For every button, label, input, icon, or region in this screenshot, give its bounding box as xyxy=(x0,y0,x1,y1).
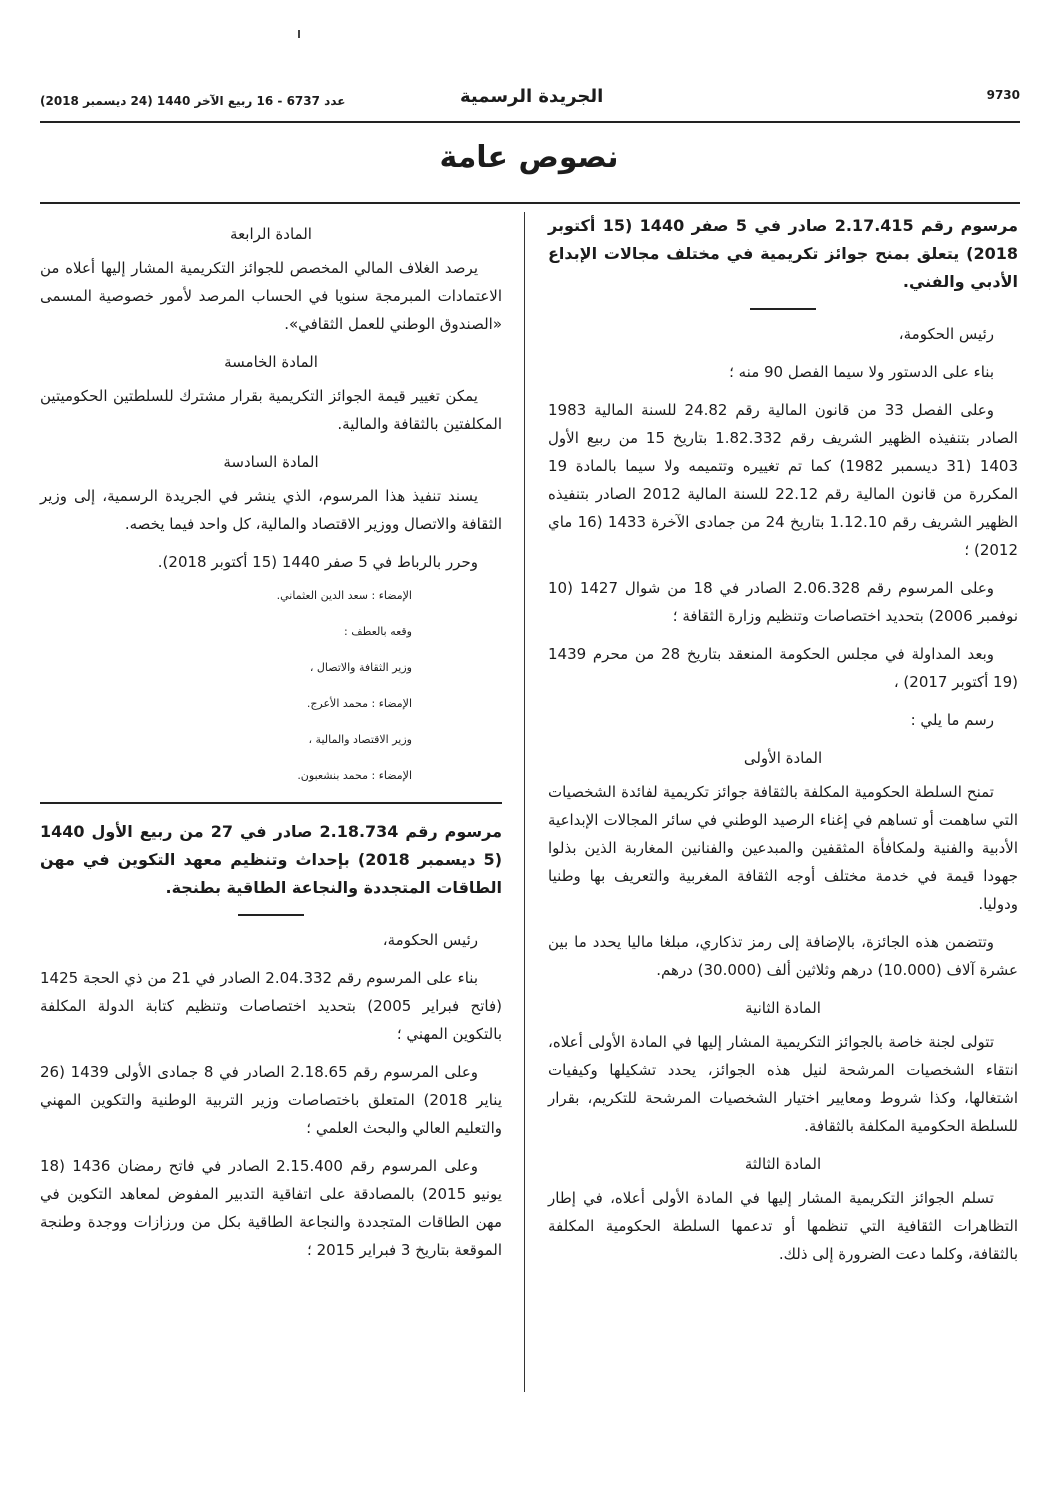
signature-line: الإمضاء : سعد الدين العثماني. xyxy=(276,589,412,602)
preamble-paragraph: وعلى المرسوم رقم 2.18.65 الصادر في 8 جمادى الأولى 1439 (26 يناير 2018) المتعلق باختصاصات وزير التربية الوطنية والتكوين المهني والتعليم العالي والبحث العلمي ؛ xyxy=(40,1063,502,1137)
article-heading: المادة الثالثة xyxy=(744,1155,822,1173)
preamble-paragraph: وبعد المداولة في مجلس الحكومة المنعقد بتاريخ 28 من محرم 1439 (19 أكتوبر 2017) ، xyxy=(548,645,1018,691)
preamble-paragraph: وعلى الفصل 33 من قانون المالية رقم 24.82 للسنة المالية 1983 الصادر بتنفيذه الظهير الشريف رقم 1.82.332 بتاريخ 15 من ربيع الأول 1403 (31 ديسمبر 1982) كما تم تغييره وتتميمه ولا سيما بالمادة 19 المكررة من قانون المالية رقم 22.12 للسنة المالية 2012 الصادر بتنفيذه الظهير الشريف رقم 1.12.10 بتاريخ 24 من جمادى الآخرة 1433 (16 ماي 2012) ؛ xyxy=(548,401,1019,559)
signature-line: الإمضاء : محمد بنشعبون. xyxy=(297,769,412,782)
article-paragraph: يمكن تغيير قيمة الجوائز التكريمية بقرار مشترك للسلطتين الحكوميتين المكلفتين بالثقافة والمالية. xyxy=(40,387,502,433)
article-heading: المادة الثانية xyxy=(745,999,821,1017)
article-heading: المادة السادسة xyxy=(223,453,319,471)
scan-mark xyxy=(298,30,300,38)
done-at-line: وحرر بالرباط في 5 صفر 1440 (15 أكتوبر 2018). xyxy=(157,553,478,571)
decrees-line: رسم ما يلي : xyxy=(910,711,994,729)
countersign-line: وقعه بالعطف : xyxy=(344,625,412,638)
minister-line: وزير الاقتصاد والمالية ، xyxy=(308,733,412,746)
title-rule xyxy=(238,914,304,916)
preamble-paragraph: بناء على الدستور ولا سيما الفصل 90 منه ؛ xyxy=(729,363,994,381)
header-rule xyxy=(40,121,1020,123)
article-paragraph: تمنح السلطة الحكومية المكلفة بالثقافة جوائز تكريمية لفائدة الشخصيات التي ساهمت أو تساهم في إغناء الرصيد الوطني في سائر المجالات الإبداعية الأدبية والفنية ولمكافأة المثقفين والمبدعين والفنانين المغاربة الذين بذلوا جهودا قيمة في خدمة مختلف أوجه الثقافة المغربية والتعريف بها وطنيا ودوليا. xyxy=(548,783,1018,913)
page-header xyxy=(40,84,1020,118)
article-paragraph: تسلم الجوائز التكريمية المشار إليها في المادة الأولى أعلاه، في إطار التظاهرات الثقافية التي تنظمها أو تدعمها السلطة الحكومية المكلفة بالثقافة، وكلما دعت الضرورة إلى ذلك. xyxy=(548,1189,1018,1263)
column-divider xyxy=(524,212,525,1392)
preamble-paragraph: وعلى المرسوم رقم 2.15.400 الصادر في فاتح رمضان 1436 (18 يونيو 2015) بالمصادقة على اتفاقية التدبير المفوض لمعاهد التكوين في مهن الطاقات المتجددة والنجاعة الطاقية بكل من ورزازات ووجدة وطنجة الموقعة بتاريخ 3 فبراير 2015 ؛ xyxy=(40,1157,502,1259)
article-heading: المادة الرابعة xyxy=(230,225,312,243)
article-paragraph: يرصد الغلاف المالي المخصص للجوائز التكريمية المشار إليها أعلاه من الاعتمادات المبرمجة سنويا في الحساب المرصد لأمور خصوصية المسمى «الصندوق الوطني للعمل الثقافي». xyxy=(40,259,502,333)
decree-title: مرسوم رقم 2.17.415 صادر في 5 صفر 1440 (15 أكتوبر 2018) يتعلق بمنح جوائز تكريمية في مختلف مجالات الإبداع الأدبي والفني. xyxy=(548,216,1019,291)
section-title: نصوص عامة xyxy=(439,140,619,175)
signature-line: الإمضاء : محمد الأعرج. xyxy=(306,697,412,710)
preamble-paragraph: بناء على المرسوم رقم 2.04.332 الصادر في 21 من ذي الحجة 1425 (فاتح فبراير 2005) بتحديد اختصاصات وتنظيم كتابة الدولة المكلفة بالتكوين المهني ؛ xyxy=(40,969,503,1043)
article-paragraph: تتولى لجنة خاصة بالجوائز التكريمية المشار إليها في المادة الأولى أعلاه، انتقاء الشخصيات المرشحة لنيل هذه الجوائز، يحدد تشكيلها وكيفيات اشتغالها، وكذا شروط ومعايير اختيار الشخصيات المرشحة للتكريم، بقرار للسلطة الحكومية المكلفة بالثقافة. xyxy=(548,1033,1018,1135)
title-rule xyxy=(750,308,816,310)
left-column xyxy=(40,212,502,1274)
right-column xyxy=(548,212,1018,1278)
minister-line: وزير الثقافة والاتصال ، xyxy=(309,661,412,674)
article-heading: المادة الخامسة xyxy=(224,353,318,371)
preamble-paragraph: وعلى المرسوم رقم 2.06.328 الصادر في 18 من شوال 1427 (10 نوفمبر 2006) بتحديد اختصاصات وتنظيم وزارة الثقافة ؛ xyxy=(548,579,1018,625)
head-of-government: رئيس الحكومة، xyxy=(382,931,478,949)
gazette-title: الجريدة الرسمية xyxy=(460,86,604,107)
head-of-government: رئيس الحكومة، xyxy=(898,325,994,343)
article-heading: المادة الأولى xyxy=(743,749,823,767)
decree-separator xyxy=(40,802,502,804)
page-number: 9730 xyxy=(986,88,1020,102)
article-paragraph: يسند تنفيذ هذا المرسوم، الذي ينشر في الجريدة الرسمية، إلى وزير الثقافة والاتصال ووزير الاقتصاد والمالية، كل واحد فيما يخصه. xyxy=(40,487,502,533)
issue-line: عدد 6737 - 16 ربيع الآخر 1440 (24 ديسمبر 2018) xyxy=(40,94,346,108)
article-paragraph: وتتضمن هذه الجائزة، بالإضافة إلى رمز تذكاري، مبلغا ماليا يحدد ما بين عشرة آلاف (10.000) درهم وثلاثين ألف (30.000) درهم. xyxy=(548,933,1018,979)
decree-title: مرسوم رقم 2.18.734 صادر في 27 من ربيع الأول 1440 (5 ديسمبر 2018) بإحداث وتنظيم معهد التكوين في مهن الطاقات المتجددة والنجاعة الطاقية بطنجة. xyxy=(40,822,502,897)
section-rule xyxy=(40,202,1020,204)
